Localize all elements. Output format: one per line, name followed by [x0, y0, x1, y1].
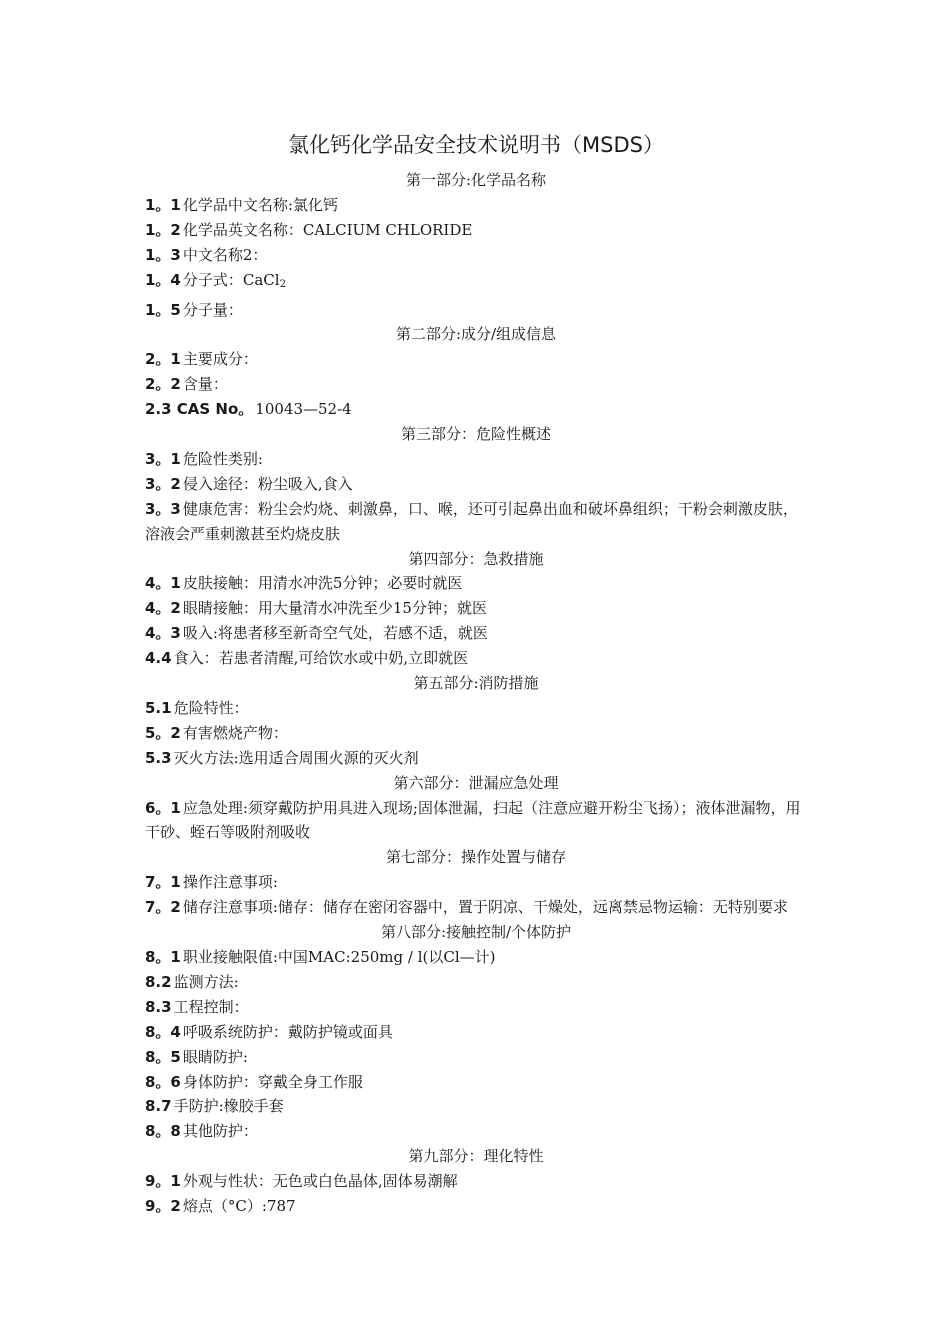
item-number: 7。2: [145, 898, 181, 917]
item-text: 健康危害：粉尘会灼烧、刺激鼻，口、喉，还可引起鼻出血和破坏鼻组织；干粉会刺激皮肤，溶液会严重刺激甚至灼烧皮肤: [145, 499, 798, 543]
item-text: 储存注意事项:储存：储存在密闭容器中，置于阴凉、干燥处，远离禁忌物运输：无特别要求: [182, 898, 788, 917]
sections-container: [145, 168, 807, 1219]
item-number: 8.3: [145, 997, 172, 1016]
section-heading: 第四部分：急救措施: [408, 549, 544, 568]
item-number: 2。1: [145, 350, 181, 369]
item-number: 4.4: [145, 649, 172, 668]
item-number: 8。4: [145, 1022, 181, 1041]
section-item: [145, 397, 807, 422]
section-item: [145, 1119, 807, 1144]
item-number: 9。2: [145, 1197, 181, 1216]
item-text: 其他防护：: [182, 1122, 258, 1141]
item-text: 熔点（°C）:787: [182, 1197, 296, 1216]
item-number: 6。1: [145, 798, 181, 817]
item-number: 1。5: [145, 300, 181, 319]
item-text: 眼睛防护:: [182, 1047, 248, 1066]
section-item: [145, 646, 807, 671]
item-number: 1。4: [145, 270, 181, 289]
document-title: 氯化钙化学品安全技术说明书（MSDS）: [288, 133, 664, 157]
item-text: 监测方法:: [173, 972, 239, 991]
item-number: 4。2: [145, 599, 181, 618]
item-number: 3。1: [145, 449, 181, 468]
item-number: 8。6: [145, 1072, 181, 1091]
item-number: 8。8: [145, 1122, 181, 1141]
item-text: 操作注意事项:: [182, 873, 278, 892]
section-item: [145, 895, 807, 920]
section-heading: 第五部分:消防措施: [413, 674, 539, 693]
section-item: [145, 721, 807, 746]
section-item: [145, 497, 807, 547]
section-heading: 第六部分：泄漏应急处理: [393, 773, 559, 792]
section-item: [145, 1169, 807, 1194]
item-number: 5.3: [145, 748, 172, 767]
item-number: 5。2: [145, 723, 181, 742]
item-text: 身体防护：穿戴全身工作服: [182, 1072, 363, 1091]
item-number: 8.7: [145, 1097, 172, 1116]
item-text: 中文名称2：: [182, 245, 268, 264]
item-number: 4。3: [145, 624, 181, 643]
section-item: [145, 1020, 807, 1045]
item-text: 职业接触限值:中国MAC:250mg / l(以Cl—计): [182, 947, 496, 966]
item-text: 含量：: [182, 375, 228, 394]
item-text: 手防护:橡胶手套: [173, 1097, 284, 1116]
item-number: 1。1: [145, 195, 181, 214]
item-number: 3。2: [145, 474, 181, 493]
item-text: 食入：若患者清醒,可给饮水或中奶,立即就医: [173, 649, 469, 668]
section-item: [145, 372, 807, 397]
section-heading: 第七部分：操作处置与储存: [385, 848, 566, 867]
section-item: [145, 746, 807, 771]
item-text: 眼睛接触：用大量清水冲洗至少15分钟；就医: [182, 599, 487, 618]
section-heading: 第三部分：危险性概述: [400, 425, 551, 444]
item-number: 2.3 CAS No。: [145, 400, 254, 419]
item-text: 皮肤接触：用清水冲洗5分钟；必要时就医: [182, 574, 463, 593]
section-item: [145, 596, 807, 621]
section-item: [145, 347, 807, 372]
section-item: [145, 796, 807, 846]
item-text: 有害燃烧产物：: [182, 723, 288, 742]
item-text: 化学品英文名称：CALCIUM CHLORIDE: [182, 220, 473, 239]
section-item: [145, 268, 807, 298]
item-number: 9。1: [145, 1172, 181, 1191]
item-text: 分子式：CaCl: [182, 270, 280, 289]
section-item: [145, 571, 807, 596]
section-heading: 第九部分：理化特性: [408, 1147, 544, 1166]
item-text: 主要成分：: [182, 350, 258, 369]
item-text: 危险性类别:: [182, 449, 263, 468]
item-number: 8。5: [145, 1047, 181, 1066]
section-item: [145, 1045, 807, 1070]
item-text: 呼吸系统防护：戴防护镜或面具: [182, 1022, 393, 1041]
item-number: 7。1: [145, 873, 181, 892]
item-text: 外观与性状：无色或白色晶体,固体易潮解: [182, 1172, 458, 1191]
item-number: 8.2: [145, 972, 172, 991]
item-number: 3。3: [145, 499, 181, 518]
section-heading: 第一部分:化学品名称: [405, 171, 547, 189]
item-text: 灭火方法:选用适合周围火源的灭火剂: [173, 748, 419, 767]
section-heading: 第二部分:成分/组成信息: [395, 325, 557, 344]
section-item: [145, 870, 807, 895]
item-text: 应急处理:须穿戴防护用具进入现场;固体泄漏，扫起（注意应避开粉尘飞扬）；液体泄漏物，用干砂、蛭石等吸附剂吸收: [145, 798, 801, 842]
section-item: [145, 298, 807, 323]
item-text: 化学品中文名称:氯化钙: [182, 195, 338, 214]
msds-document: [145, 128, 807, 1219]
section-item: [145, 1094, 807, 1119]
section-item: [145, 218, 807, 243]
section-item: [145, 447, 807, 472]
section-item: [145, 970, 807, 995]
section-item: [145, 945, 807, 970]
item-number: 2。2: [145, 375, 181, 394]
section-item: [145, 193, 807, 218]
section-item: [145, 243, 807, 268]
section-item: [145, 472, 807, 497]
item-text: 工程控制：: [173, 997, 249, 1016]
item-number: 1。3: [145, 245, 181, 264]
item-number: 8。1: [145, 947, 181, 966]
item-text: 吸入:将患者移至新奇空气处，若感不适，就医: [182, 624, 488, 643]
section-item: [145, 621, 807, 646]
item-text: 侵入途径：粉尘吸入,食入: [182, 474, 353, 493]
section-item: [145, 1194, 807, 1219]
item-text: 危险特性：: [173, 698, 249, 717]
section-heading: 第八部分:接触控制/个体防护: [380, 923, 572, 942]
item-text: 分子量：: [182, 300, 243, 319]
section-item: [145, 696, 807, 721]
formula-subscript: 2: [279, 278, 286, 290]
item-number: 1。2: [145, 220, 181, 239]
section-item: [145, 995, 807, 1020]
item-text: 10043—52-4: [255, 400, 352, 419]
item-number: 5.1: [145, 698, 172, 717]
item-number: 4。1: [145, 574, 181, 593]
section-item: [145, 1070, 807, 1095]
